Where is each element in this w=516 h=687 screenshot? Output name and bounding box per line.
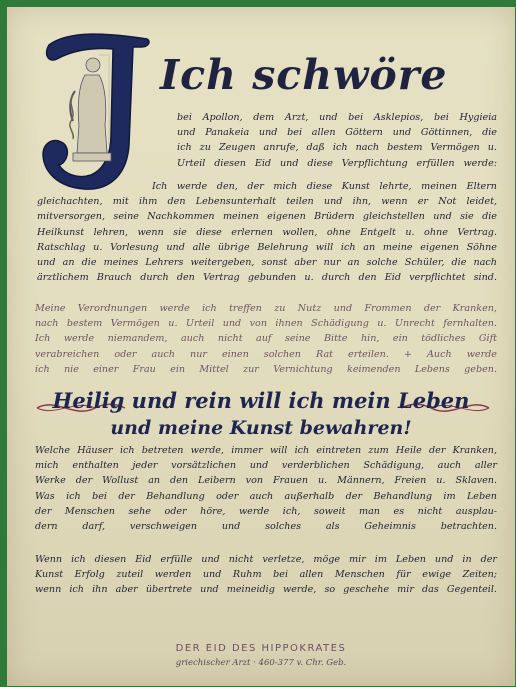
conduct-paragraph <box>35 443 497 534</box>
text-line: Meine Verordnungen werde ich treffen zu Nutz und Frommen der Kranken, <box>35 303 497 314</box>
footer-title: DER EID DES HIPPOKRATES <box>175 643 347 654</box>
treatment-paragraph <box>35 301 497 377</box>
text-line: Heilkunst lehren, wenn sie diese erlernen wollen, ohne Entgelt u. ohne Vertrag. <box>37 226 497 238</box>
text-line: ich nie einer Frau ein Mittel zur Vernichtung keimenden Lebens geben. <box>35 363 497 375</box>
text-line: und an die meines Lehrers weitergeben, sonst aber nur an solche Schüler, die nach <box>37 257 497 269</box>
text-line: Urteil diesen Eid und diese Verpflichtung erfüllen werde: <box>177 157 497 169</box>
text-line: dern darf, verschweigen und solches als Geheimnis betrachten. <box>35 521 497 533</box>
oath-line-2: und meine Kunst bewahren! <box>110 417 412 439</box>
text-line: Kunst Erfolg zuteil werden und Ruhm bei allen Menschen für ewige Zeiten; <box>35 569 497 581</box>
closing-paragraph <box>35 552 497 598</box>
text-line: Wenn ich diesen Eid erfülle und nicht verletze, möge mir im Leben und in der <box>35 554 497 565</box>
footer-subtitle: griechischer Arzt · 460-377 v. Chr. Geb. <box>175 658 347 668</box>
text-line: Ich werde den, der mich diese Kunst lehrte, meinen Eltern <box>152 181 497 192</box>
text-line: mitversorgen, seine Nachkommen meinen eigenen Brüdern gleichstellen und sie die <box>37 211 497 223</box>
illuminated-initial-i-with-asclepius-figure-icon <box>29 25 159 195</box>
text-line: Werke der Wollust an den Leibern von Frauen u. Männern, Freien u. Sklaven. <box>35 475 497 487</box>
teacher-paragraph <box>37 179 497 285</box>
intro-paragraph <box>177 110 497 171</box>
text-line: und Panakeia und bei allen Göttern und Göttinnen, die <box>177 127 497 139</box>
text-line: Welche Häuser ich betreten werde, immer will ich eintreten zum Heile der Kranken, <box>35 445 497 456</box>
text-line: Ich werde niemandem, auch nicht auf seine Bitte hin, ein tödliches Gift <box>35 333 497 345</box>
text-line: verabreichen oder auch nur einen solchen Rat erteilen. + Auch werde <box>35 348 497 360</box>
oath-heading: Ich schwöre <box>160 51 448 99</box>
text-line: Ratschlag u. Vorlesung und alle übrige Belehrung will ich an meine eigenen Söhne <box>37 241 497 253</box>
text-line: ich zu Zeugen anrufe, daß ich nach bestem Vermögen u. <box>177 142 497 154</box>
text-line: gleichachten, mit ihm den Lebensunterhalt teilen und ihn, wenn er Not leidet, <box>37 196 497 208</box>
oath-line-1: Heilig und rein will ich mein Leben <box>52 388 470 413</box>
text-line: mich enthalten jeder vorsätzlichen und verderblichen Schädigung, auch aller <box>35 460 497 472</box>
text-line: Was ich bei der Behandlung oder auch außerhalb der Behandlung im Leben <box>35 490 497 502</box>
text-line: wenn ich ihn aber übertrete und meineidig werde, so geschehe mir das Gegenteil. <box>35 584 497 596</box>
parchment-sheet <box>7 7 515 686</box>
text-line: bei Apollon, dem Arzt, und bei Asklepios, bei Hygieia <box>177 112 497 123</box>
text-line: nach bestem Vermögen u. Urteil und von ihnen Schädigung u. Unrecht fernhalten. <box>35 318 497 330</box>
text-line: der Menschen sehe oder höre, werde ich, soweit man es nicht ausplau- <box>35 505 497 517</box>
text-line: ärztlichem Brauch durch den Vertrag gebunden u. durch den Eid verpflichtet sind. <box>37 272 497 284</box>
